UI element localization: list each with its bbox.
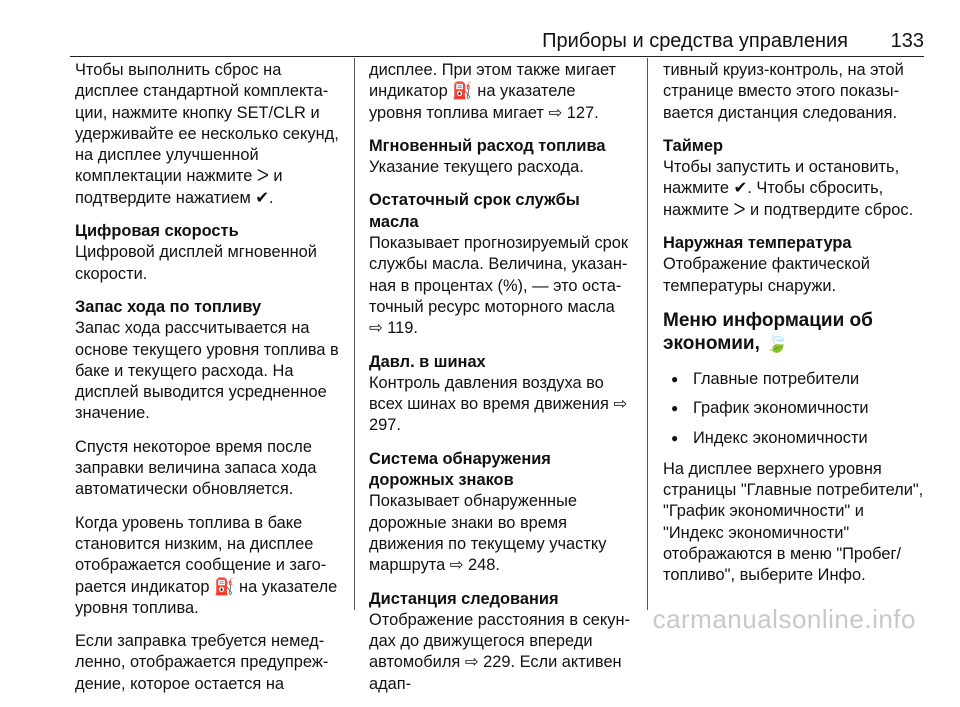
column-divider-1	[354, 58, 355, 610]
section-title: Дистанция следования	[369, 589, 559, 608]
section-title: Мгновенный расход топлива	[369, 136, 606, 155]
page-title: Приборы и средства управления	[542, 30, 848, 52]
paragraph: Если заправка требуется немедленно, отображается предупреждение, которое остается на	[75, 632, 329, 693]
section-instant-consumption	[369, 136, 631, 179]
paragraph: тивный круиз-контроль, на этой странице вместо этого показывается дистанция следования.	[663, 61, 904, 122]
section-traffic-sign	[369, 449, 631, 577]
page-number: 133	[890, 30, 924, 52]
page-header	[0, 0, 960, 56]
section-digital-speed	[75, 221, 343, 285]
section-title: Давл. в шинах	[369, 352, 486, 371]
list-item: ● Индекс экономичности	[663, 428, 925, 449]
paragraph: дисплее. При этом также мигает индикатор ⛽ на указателе уровня топлива мигает ⇨ 127.	[369, 61, 617, 122]
section-body: Чтобы запустить и остановить, нажмите ✔. Чтобы сбросить, нажмите ᐳ и подтвердите сброс.	[663, 158, 914, 219]
paragraph: Когда уровень топлива в баке становится низким, на дисплее отображается сообщение и загорается индикатор ⛽ на указателе уровня топлива.	[75, 513, 338, 617]
paragraph: Спустя некоторое время после заправки величина запаса хода автоматически обновляется.	[75, 437, 317, 499]
section-range	[75, 297, 343, 425]
list-item: ● График экономичности	[663, 398, 925, 419]
section-title: Цифровая скорость	[75, 222, 239, 241]
section-body: Указание текущего расхода.	[369, 158, 584, 177]
paragraph: Чтобы выполнить сброс на дисплее стандартной комплектации, нажмите кнопку SET/CLR и удерживайте ее несколько секунд, на дисплее улучшенной комплектации нажмите ᐳ и подтвердите нажатием ✔.	[75, 61, 339, 207]
section-title: Таймер	[663, 136, 724, 155]
section-oil-life	[369, 190, 631, 339]
section-outside-temp	[663, 233, 925, 297]
column-2	[369, 60, 631, 707]
section-timer	[663, 136, 925, 221]
section-body: Отображение фактической температуры снаружи.	[663, 255, 870, 295]
section-title: Запас хода по топливу	[75, 297, 262, 316]
section-body: Отображение расстояния в секундах до движущегося впереди автомобиля ⇨ 229. Если активен адап-	[369, 610, 630, 693]
paragraph: На дисплее верхнего уровня страницы "Главные потребители", "График экономичности" и "Индекс экономичности" отображаются в меню "Пробег/топливо", выберите Инфо.	[663, 459, 924, 585]
section-body: Цифровой дисплей мгновенной скорости.	[75, 243, 317, 283]
eco-menu-heading: Меню информации об экономии, 🍃	[663, 309, 873, 354]
column-1	[75, 60, 343, 707]
section-body: Запас хода рассчитывается на основе текущего уровня топлива в баке и текущего расхода. На дисплей выводится усредненное значение.	[75, 319, 339, 423]
section-title: Остаточный срок службы масла	[369, 191, 580, 231]
header-divider	[70, 56, 924, 57]
section-title: Наружная температура	[663, 234, 852, 253]
section-title: Система обнаружения дорожных знаков	[369, 449, 551, 490]
section-body: Контроль давления воздуха во всех шинах во время движения ⇨ 297.	[369, 373, 628, 435]
section-body: Показывает прогнозируемый срок службы масла. Величина, указанная в процентах (%), — это остаточный ресурс моторного масла ⇨ 119.	[369, 234, 629, 338]
eco-menu-list	[663, 369, 925, 449]
list-item: ● Главные потребители	[663, 369, 925, 390]
watermark: carmanualsonline.info	[652, 604, 916, 634]
column-3	[663, 60, 925, 599]
section-tire-pressure	[369, 352, 631, 437]
column-divider-2	[647, 58, 648, 610]
section-body: Показывает обнаруженные дорожные знаки во время движения по текущему участку маршрута ⇨ 248.	[369, 492, 607, 575]
